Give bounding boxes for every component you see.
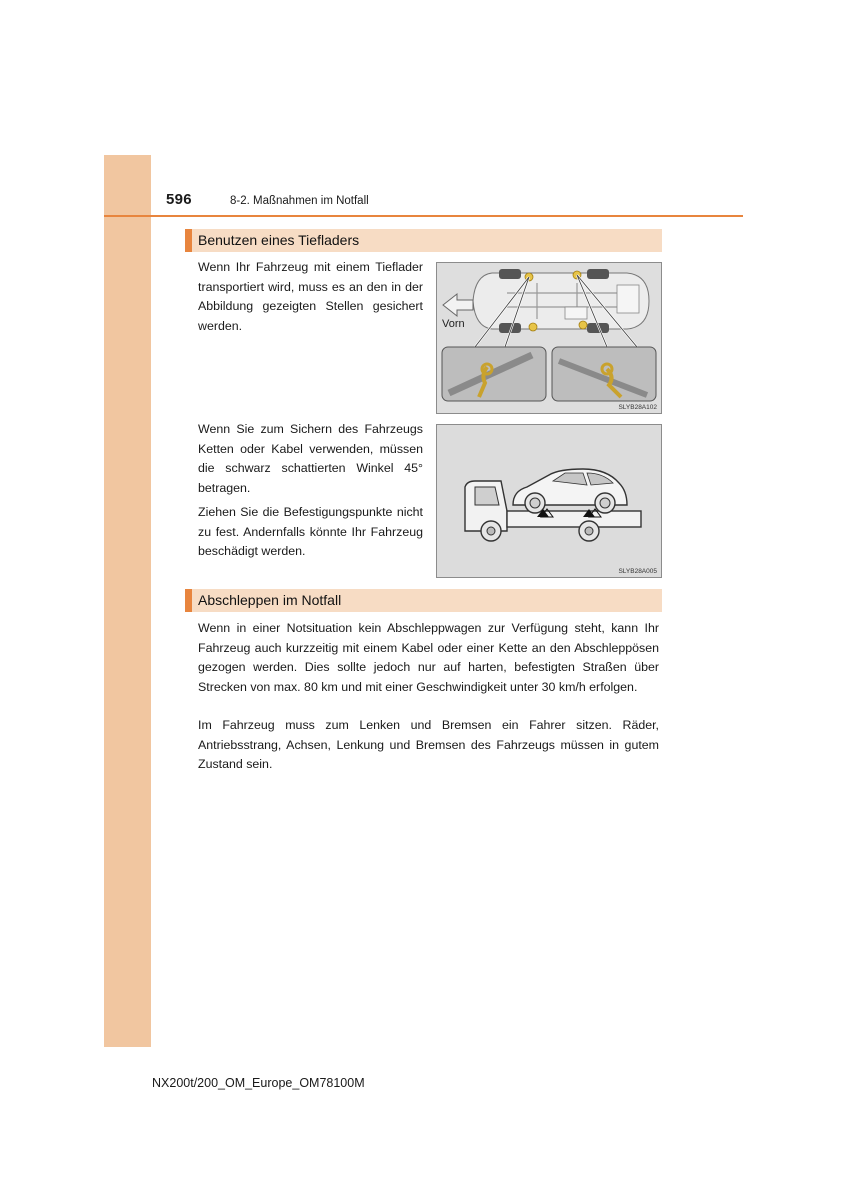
figure-code: SLYB28A102 — [618, 404, 657, 411]
front-label: Vorn — [442, 318, 465, 330]
figure-code: SLYB28A005 — [618, 568, 657, 575]
paragraph-chain-angle: Wenn Sie zum Sichern des Fahrzeugs Ketten oder Kabel verwenden, müssen die schwarz schattierten Winkel 45° betragen. — [198, 422, 423, 495]
section-heading-abschleppen: Abschleppen im Notfall — [185, 589, 662, 612]
chapter-title: 8-2. Maßnahmen im Notfall — [230, 195, 369, 207]
flatbed-illustration — [437, 425, 661, 577]
section-heading-tieflader: Benutzen eines Tiefladers — [185, 229, 662, 252]
figure-flatbed-truck — [436, 424, 662, 578]
document-footer: NX200t/200_OM_Europe_OM78100M — [152, 1076, 365, 1090]
paragraph-towing-intro: Wenn in einer Notsituation kein Abschleppwagen zur Verfügung steht, kann Ihr Fahrzeug auch kurzzeitig mit einem Kabel oder einer Kette an den Abschleppösen gezogen werden. Dies sollte jedoch nur auf harten, befestigten Straßen über Strecken von max. 80 km und mit einer Geschwindigkeit unter 30 km/h erfolgen. — [198, 621, 659, 694]
paragraph-driver-requirement: Im Fahrzeug muss zum Lenken und Bremsen ein Fahrer sitzen. Räder, Antriebsstrang, Achsen, Lenkung und Bremsen des Fahrzeugs müssen in gutem Zustand sein. — [198, 718, 659, 771]
chapter-side-tab — [104, 155, 151, 1047]
paragraph-tightening: Ziehen Sie die Befestigungspunkte nicht zu fest. Andernfalls könnte Ihr Fahrzeug beschädigt werden. — [198, 505, 423, 558]
header-rule — [104, 215, 743, 217]
page-number: 596 — [166, 191, 192, 208]
figure-tie-down-points — [436, 262, 662, 414]
paragraph-tieflader-intro: Wenn Ihr Fahrzeug mit einem Tieflader transportiert wird, muss es an den in der Abbildung gezeigten Stellen gesichert werden. — [198, 260, 423, 333]
tie-down-illustration — [437, 263, 661, 413]
